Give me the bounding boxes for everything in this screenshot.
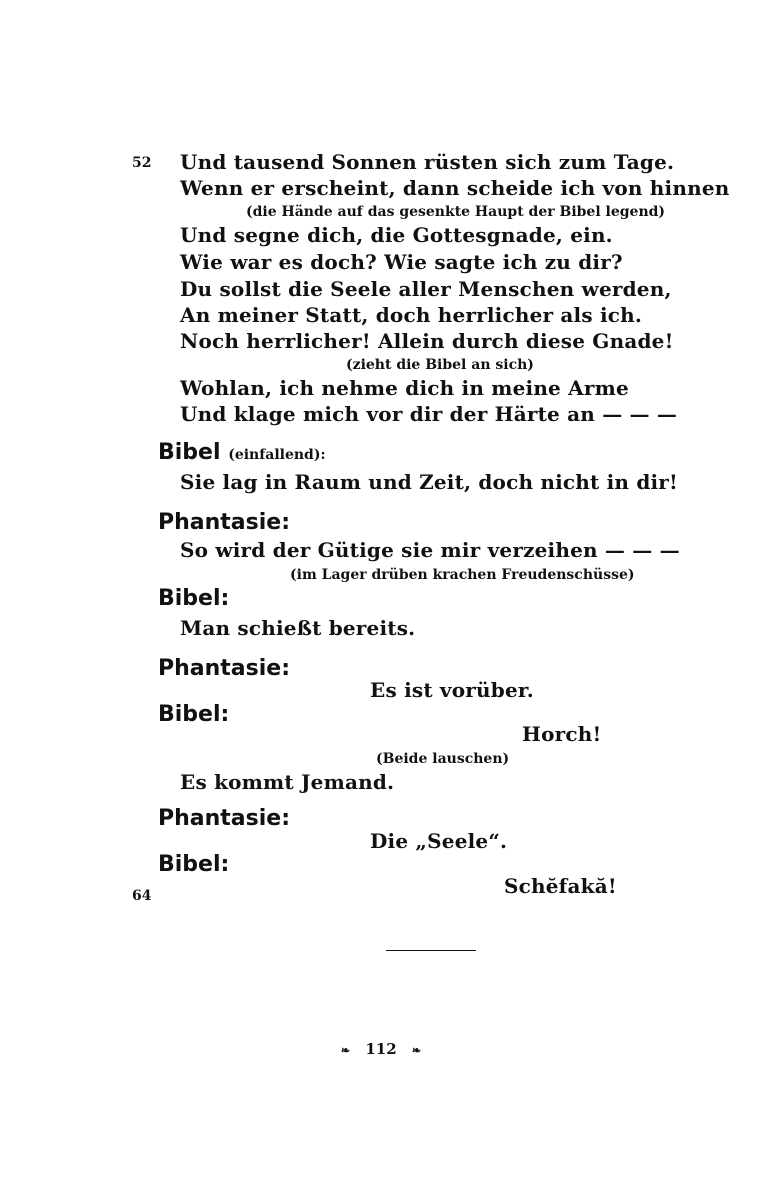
verse-line-4: Wie war es doch? Wie sagte ich zu dir? [180,250,623,274]
speaker-bibel-1 [158,440,326,468]
page-footer [0,1040,762,1058]
speaker-bibel-4: Bibel: [158,852,230,877]
speaker-name: Bibel [158,440,221,465]
line-number-52: 52 [132,155,152,171]
ornament-right-icon: ❧ [411,1044,422,1057]
stage-direction-listen: (Beide lauschen) [376,751,510,767]
verse-line-3: Und segne dich, die Gottesgnade, ein. [180,223,613,247]
verse-line-1: Und tausend Sonnen rüsten sich zum Tage. [180,150,675,174]
verse-line-5: Du sollst die Seele aller Menschen werden, [180,277,672,301]
speaker-phantasie-3: Phantasie: [158,806,291,831]
speaker-phantasie-2: Phantasie: [158,656,291,681]
phantasie-line-1: So wird der Gütige sie mir verzeihen — — — [180,538,680,562]
bibel-line-1: Sie lag in Raum und Zeit, doch nicht in dir! [180,470,679,494]
verse-line-7: Noch herrlicher! Allein durch diese Gnade! [180,329,674,353]
phantasie-line-2: Es ist vorüber. [370,678,534,702]
stage-direction-shots: (im Lager drüben krachen Freudenschüsse) [290,567,635,583]
speaker-note: (einfallend): [228,447,326,463]
line-number-64: 64 [132,888,152,904]
verse-line-6: An meiner Statt, doch herrlicher als ich. [180,303,643,327]
bibel-line-3: Horch! [522,722,602,746]
ornament-left-icon: ❧ [340,1044,351,1057]
bibel-line-3b: Es kommt Jemand. [180,770,395,794]
verse-line-8: Wohlan, ich nehme dich in meine Arme [180,376,629,400]
section-rule [386,950,476,951]
stage-direction-hands: (die Hände auf das gesenkte Haupt der Bibel legend) [246,204,666,220]
bibel-line-2: Man schießt bereits. [180,616,416,640]
verse-line-9: Und klage mich vor dir der Härte an — — — [180,402,678,426]
stage-direction-bible: (zieht die Bibel an sich) [346,357,534,373]
bibel-line-4: Schĕfakă! [504,874,617,898]
speaker-bibel-3: Bibel: [158,702,230,727]
speaker-bibel-2: Bibel: [158,586,230,611]
page-number: 112 [365,1040,397,1058]
speaker-phantasie-1: Phantasie: [158,510,291,535]
phantasie-line-3: Die „Seele“. [370,829,508,853]
verse-line-2: Wenn er erscheint, dann scheide ich von hinnen [180,176,730,200]
